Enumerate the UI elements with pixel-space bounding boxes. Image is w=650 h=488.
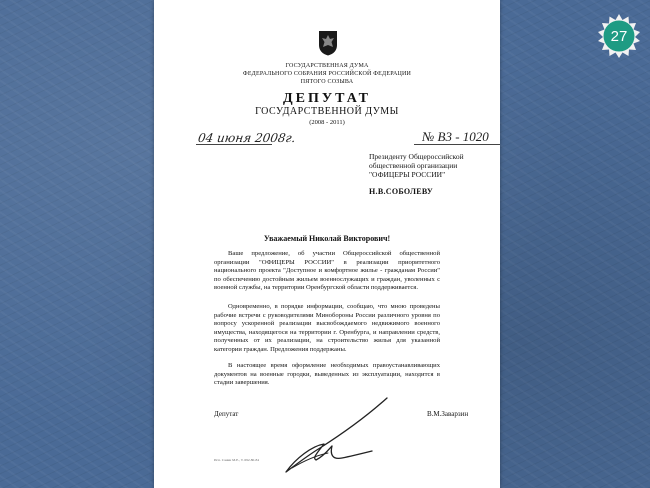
handwritten-number: № В3 - 1020 <box>422 129 489 144</box>
handwritten-signature-icon <box>272 396 390 476</box>
slide-number: 27 <box>610 27 628 45</box>
number-underline <box>414 144 500 145</box>
letterhead-subtitle: ГОСУДАРСТВЕННОЙ ДУМЫ <box>255 106 399 117</box>
letter-paragraph-1: Ваше предложение, об участии Общероссийской общественной организации "ОФИЦЕРЫ РОССИИ" в реализации приоритетного национального проекта "Доступное и комфортное жилье - гражданам России" по обеспечению достойным жильем военнослужащих и граждан, уволенных с военной службы, на территории Оренбургской области поддерживается. <box>214 250 440 292</box>
recipient-line3: "ОФИЦЕРЫ РОССИИ" <box>369 170 446 179</box>
recipient-line2: общественной организации <box>369 161 458 170</box>
letterhead-line1: ГОСУДАРСТВЕННАЯ ДУМА <box>285 63 369 69</box>
letterhead-line3: ПЯТОГО СОЗЫВА <box>300 79 354 85</box>
recipient-name: Н.В.СОБОЛЕВУ <box>369 187 434 196</box>
signature-name: В.М.Заварзин <box>427 410 469 418</box>
letterhead-line2: ФЕДЕРАЛЬНОГО СОБРАНИЯ РОССИЙСКОЙ ФЕДЕРАЦИИ <box>242 71 412 77</box>
date-underline <box>196 144 272 145</box>
letterhead-title: ДЕПУТАТ <box>283 91 371 106</box>
letter-page <box>154 0 500 488</box>
slide-number-badge <box>597 14 641 58</box>
letter-paragraph-2: Одновременно, в порядке информации, сообщаю, что мною проведены рабочие встречи с руководителями Минобороны России различного уровня по вопросу ускоренной реализации высвобождаемого недвижимого военного имущества, находящегося на территории г. Оренбурга, и направлении средств, полученных от их реализации, на строительство жилья для указанной категории граждан. Предложения поддержаны. <box>214 303 440 353</box>
coat-of-arms-icon <box>318 30 338 56</box>
handwritten-date: 04 июня 2008г. <box>197 131 297 145</box>
footer-note: Исп. Санин М.Е., Т. 692-80-84 <box>214 458 259 462</box>
salutation: Уважаемый Николай Викторович! <box>263 234 391 243</box>
recipient-line1: Президенту Общероссийской <box>369 152 464 161</box>
letter-paragraph-3: В настоящее время оформление необходимых правоустанавливающих документов на военные городки, выведенных из эксплуатации, находится в стадии завершения. <box>214 362 440 387</box>
letterhead-years: (2008 - 2011) <box>309 119 345 126</box>
signature-role: Депутат <box>214 410 239 418</box>
